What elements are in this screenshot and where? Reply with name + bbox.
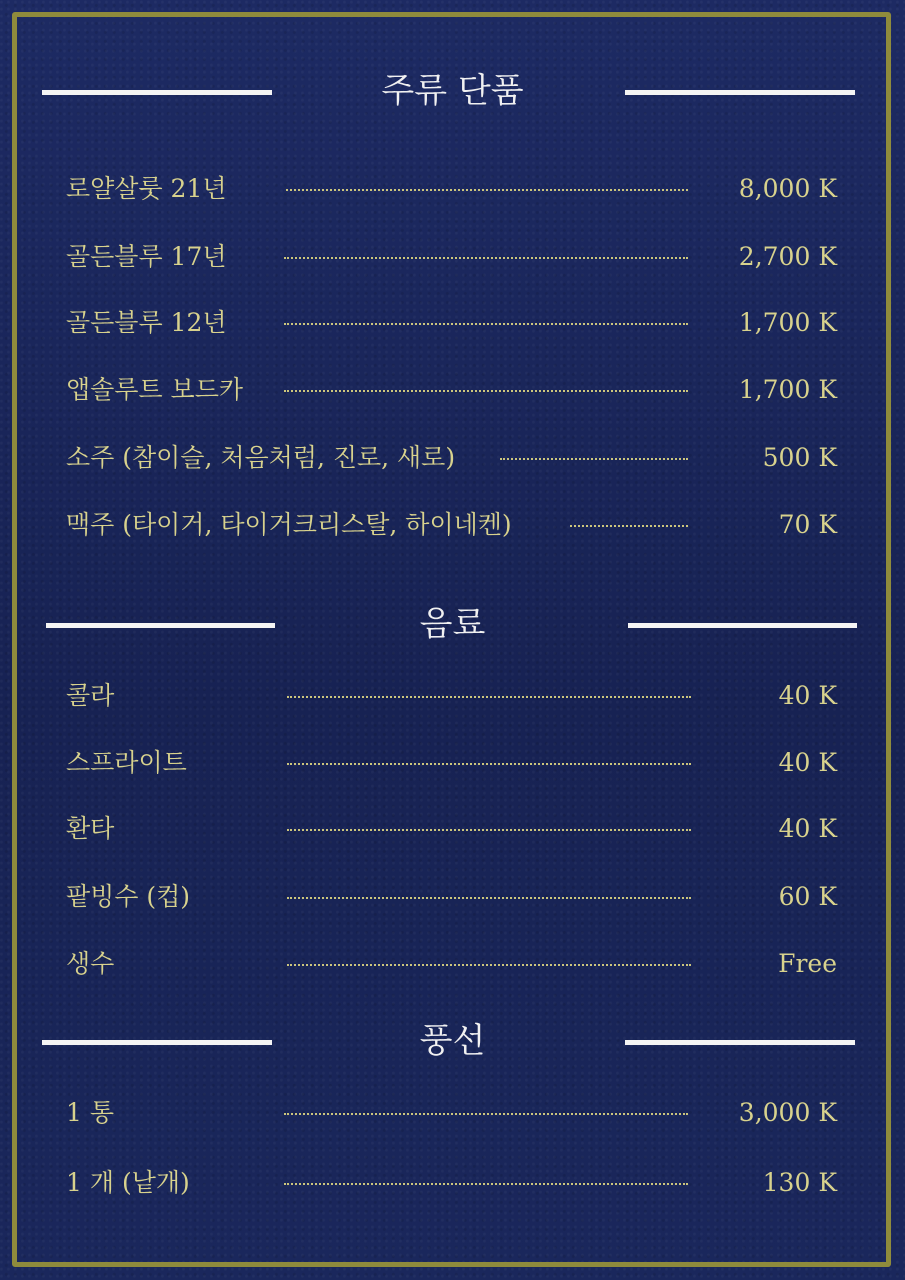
section-title: 주류 단품 [381,71,524,111]
section-title-row [0,66,905,116]
section-liquor [0,66,905,116]
item-name: 1 통 [66,1098,115,1127]
item-price: 2,700 K [738,242,837,271]
item-price: 1,700 K [738,375,837,404]
menu-item [66,879,837,915]
dot-leader [284,1183,688,1185]
item-price: 500 K [762,443,837,472]
item-price: 130 K [762,1168,837,1197]
menu-item [66,946,837,982]
item-price: 70 K [778,510,837,539]
menu-item [66,305,837,341]
section-title-row [0,1016,905,1066]
item-name: 골든블루 12년 [66,308,227,337]
item-price: 40 K [778,748,837,777]
item-name: 골든블루 17년 [66,242,227,271]
dot-leader [286,189,688,191]
item-price: 40 K [778,814,837,843]
title-right-rule [625,90,855,95]
item-name: 콜라 [66,681,115,710]
menu-item [66,1165,837,1201]
dot-leader [287,964,691,966]
menu-item [66,811,837,847]
dot-leader [287,829,691,831]
section-balloons [0,1016,905,1066]
item-price: 1,700 K [738,308,837,337]
title-right-rule [628,623,857,628]
item-name: 환타 [66,814,115,843]
item-name: 1 개 (낱개) [66,1168,190,1197]
item-price: 60 K [778,882,837,911]
item-name: 맥주 (타이거, 타이거크리스탈, 하이네켄) [66,510,512,539]
section-beverages [0,599,905,649]
item-price: 3,000 K [738,1098,837,1127]
item-name: 로얄살룻 21년 [66,174,227,203]
item-price: 8,000 K [738,174,837,203]
dot-leader [284,257,688,259]
menu-item [66,440,837,476]
dot-leader [284,323,688,325]
dot-leader [570,525,688,527]
item-name: 스프라이트 [66,748,187,777]
item-name: 앱솔루트 보드카 [66,375,243,404]
item-price: 40 K [778,681,837,710]
item-name: 생수 [66,949,115,978]
menu-item [66,507,837,543]
menu-item [66,745,837,781]
menu-item [66,372,837,408]
dot-leader [287,696,691,698]
menu-item [66,239,837,275]
dot-leader [284,1113,688,1115]
menu-item [66,678,837,714]
dot-leader [287,897,691,899]
item-name: 팥빙수 (컵) [66,882,191,911]
menu-item [66,1095,837,1131]
dot-leader [287,763,691,765]
item-price: Free [778,949,837,978]
dot-leader [500,458,688,460]
section-title: 음료 [419,604,486,644]
section-title: 풍선 [419,1021,486,1061]
section-title-row [0,599,905,649]
dot-leader [284,390,688,392]
item-name: 소주 (참이슬, 처음처럼, 진로, 새로) [66,443,456,472]
menu-item [66,171,837,207]
title-right-rule [625,1040,855,1045]
